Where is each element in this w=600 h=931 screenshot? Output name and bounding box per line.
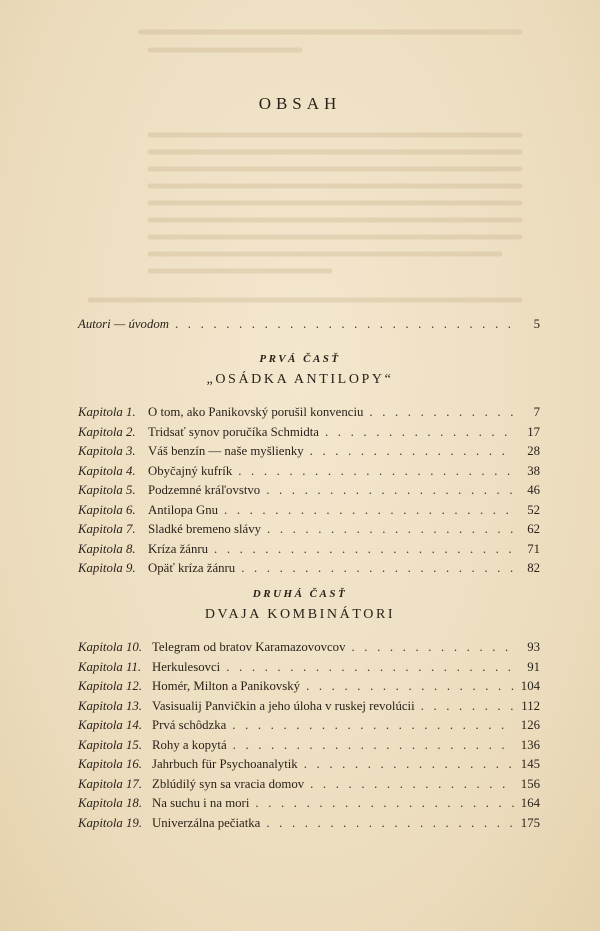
chapter-row bbox=[78, 736, 540, 756]
part-1-chapter-list bbox=[78, 403, 540, 579]
chapter-title: Sladké bremeno slávy bbox=[148, 522, 262, 536]
page-number: 126 bbox=[520, 718, 540, 732]
page-number: 91 bbox=[527, 659, 540, 674]
leader-dots bbox=[241, 559, 514, 579]
toc-heading: OBSAH bbox=[258, 94, 342, 113]
chapter-row bbox=[78, 462, 540, 482]
chapter-title: Vasisualij Panvičkin a jeho úloha v ruskej revolúcii bbox=[152, 698, 415, 713]
chapter-row bbox=[78, 520, 540, 540]
leader-dots bbox=[224, 501, 514, 521]
chapter-title: Podzemné kráľovstvo bbox=[148, 483, 261, 497]
page-number: 52 bbox=[527, 502, 540, 517]
chapter-number: 13. bbox=[126, 698, 142, 713]
part-1-title: „OSÁDKA ANTILOPY“ bbox=[206, 372, 394, 387]
page-number: 156 bbox=[520, 776, 540, 791]
chapter-title: Opäť kríza žánru bbox=[148, 561, 236, 575]
leader-dots bbox=[214, 540, 514, 560]
chapter-number: 5. bbox=[126, 483, 136, 497]
page-number: 7 bbox=[533, 405, 540, 419]
leader-dots bbox=[351, 638, 514, 658]
kapitola-label: Kapitola bbox=[78, 640, 123, 654]
leader-dots bbox=[266, 481, 514, 501]
chapter-title: Antilopa Gnu bbox=[148, 502, 219, 517]
chapter-number: 6. bbox=[126, 502, 136, 517]
chapter-row bbox=[78, 403, 540, 423]
chapter-row bbox=[78, 638, 540, 658]
intro-label: Autori — úvodom bbox=[78, 317, 169, 331]
chapter-number: 4. bbox=[126, 463, 136, 478]
kapitola-label: Kapitola bbox=[78, 502, 123, 517]
leader-dots bbox=[233, 736, 514, 756]
part-1-label: PRVÁ ČASŤ bbox=[259, 353, 341, 365]
chapter-number: 8. bbox=[126, 541, 136, 556]
chapter-title: Tridsať synov poručíka Schmidta bbox=[148, 424, 319, 439]
kapitola-label: Kapitola bbox=[78, 424, 123, 439]
page-number: 175 bbox=[520, 815, 540, 830]
leader-dots bbox=[421, 697, 514, 717]
leader-dots bbox=[238, 462, 514, 482]
chapter-number: 1. bbox=[126, 405, 136, 419]
chapter-row bbox=[78, 442, 540, 462]
toc-row bbox=[78, 315, 540, 335]
kapitola-label: Kapitola bbox=[78, 796, 123, 810]
leader-dots bbox=[310, 442, 514, 462]
kapitola-label: Kapitola bbox=[78, 561, 123, 575]
chapter-row bbox=[78, 716, 540, 736]
kapitola-label: Kapitola bbox=[78, 522, 123, 536]
chapter-number: 7. bbox=[126, 522, 136, 536]
leader-dots bbox=[266, 814, 514, 834]
chapter-title: Homér, Milton a Panikovský bbox=[152, 679, 301, 693]
page-number: 93 bbox=[527, 640, 540, 654]
page-number: 82 bbox=[527, 561, 540, 575]
leader-dots bbox=[255, 794, 514, 814]
chapter-row bbox=[78, 697, 540, 717]
part-2-title: DVAJA KOMBINÁTORI bbox=[204, 607, 396, 622]
chapter-number: 3. bbox=[126, 444, 136, 458]
page-number: 104 bbox=[520, 679, 540, 693]
chapter-row bbox=[78, 540, 540, 560]
leader-dots bbox=[304, 755, 514, 775]
page-number: 145 bbox=[520, 757, 540, 771]
chapter-title: O tom, ako Panikovský porušil konvenciu bbox=[148, 405, 364, 419]
page-number: 112 bbox=[521, 698, 540, 713]
chapter-number: 12. bbox=[126, 679, 142, 693]
page-number: 164 bbox=[520, 796, 540, 810]
kapitola-label: Kapitola bbox=[78, 405, 123, 419]
kapitola-label: Kapitola bbox=[78, 698, 123, 713]
leader-dots bbox=[310, 775, 514, 795]
chapter-number: 17. bbox=[126, 776, 142, 791]
page-number: 71 bbox=[527, 541, 540, 556]
part-2-label: DRUHÁ ČASŤ bbox=[252, 588, 348, 600]
kapitola-label: Kapitola bbox=[78, 815, 123, 830]
chapter-row bbox=[78, 794, 540, 814]
kapitola-label: Kapitola bbox=[78, 483, 123, 497]
chapter-title: Telegram od bratov Karamazovovcov bbox=[152, 640, 346, 654]
chapter-number: 18. bbox=[126, 796, 142, 810]
kapitola-label: Kapitola bbox=[78, 718, 123, 732]
page-number: 136 bbox=[520, 737, 540, 752]
chapter-title: Váš benzín — naše myšlienky bbox=[148, 444, 304, 458]
chapter-number: 19. bbox=[126, 815, 142, 830]
chapter-number: 9. bbox=[126, 561, 136, 575]
chapter-number: 14. bbox=[126, 718, 142, 732]
chapter-title: Prvá schôdzka bbox=[152, 718, 227, 732]
leader-dots bbox=[226, 658, 514, 678]
part-2-chapter-list bbox=[78, 638, 540, 833]
kapitola-label: Kapitola bbox=[78, 444, 123, 458]
leader-dots bbox=[325, 423, 514, 443]
chapter-number: 16. bbox=[126, 757, 142, 771]
page-number: 46 bbox=[527, 483, 540, 497]
chapter-title: Herkulesovci bbox=[152, 659, 221, 674]
intro-entry bbox=[78, 315, 540, 335]
kapitola-label: Kapitola bbox=[78, 737, 123, 752]
page-number: 5 bbox=[533, 317, 540, 331]
kapitola-label: Kapitola bbox=[78, 776, 123, 791]
chapter-title: Rohy a kopytá bbox=[152, 737, 227, 752]
kapitola-label: Kapitola bbox=[78, 757, 123, 771]
chapter-title: Univerzálna pečiatka bbox=[152, 815, 261, 830]
page-number: 17 bbox=[527, 424, 540, 439]
leader-dots bbox=[369, 403, 514, 423]
chapter-number: 2. bbox=[126, 424, 136, 439]
leader-dots bbox=[175, 315, 514, 335]
kapitola-label: Kapitola bbox=[78, 679, 123, 693]
page-number: 38 bbox=[527, 463, 540, 478]
chapter-number: 10. bbox=[126, 640, 142, 654]
leader-dots bbox=[232, 716, 514, 736]
chapter-title: Jahrbuch für Psychoanalytik bbox=[152, 757, 298, 771]
kapitola-label: Kapitola bbox=[78, 463, 123, 478]
leader-dots bbox=[267, 520, 514, 540]
chapter-row bbox=[78, 755, 540, 775]
kapitola-label: Kapitola bbox=[78, 659, 123, 674]
chapter-row bbox=[78, 559, 540, 579]
chapter-row bbox=[78, 658, 540, 678]
chapter-row bbox=[78, 501, 540, 521]
chapter-row bbox=[78, 775, 540, 795]
chapter-row bbox=[78, 677, 540, 697]
page-number: 62 bbox=[527, 522, 540, 536]
chapter-row bbox=[78, 814, 540, 834]
chapter-title: Kríza žánru bbox=[148, 541, 209, 556]
show-through-text bbox=[0, 0, 600, 320]
leader-dots bbox=[306, 677, 514, 697]
chapter-title: Zblúdilý syn sa vracia domov bbox=[152, 776, 305, 791]
chapter-row bbox=[78, 481, 540, 501]
chapter-number: 15. bbox=[126, 737, 142, 752]
kapitola-label: Kapitola bbox=[78, 541, 123, 556]
page-number: 28 bbox=[527, 444, 540, 458]
chapter-title: Obyčajný kufrík bbox=[148, 463, 233, 478]
chapter-number: 11. bbox=[126, 659, 142, 674]
chapter-title: Na suchu i na mori bbox=[152, 796, 250, 810]
chapter-row bbox=[78, 423, 540, 443]
